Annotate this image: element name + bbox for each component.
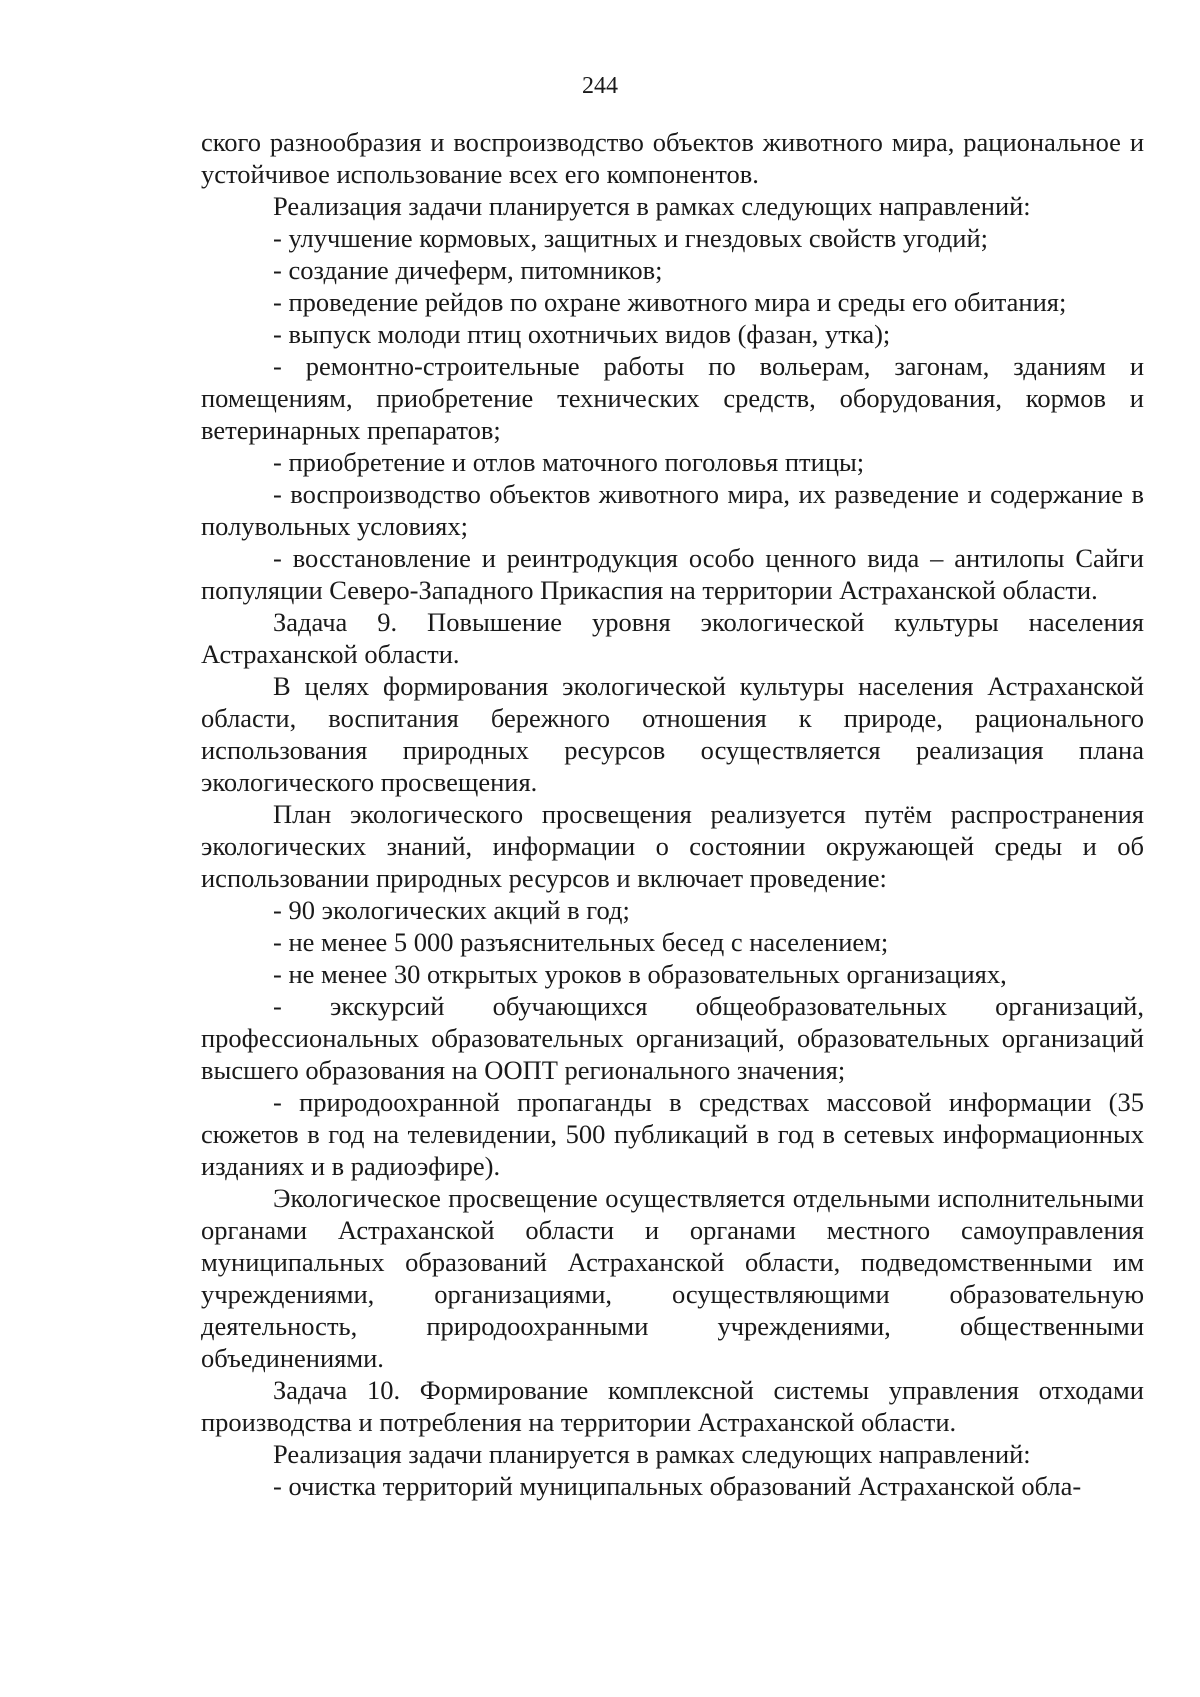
list-item: - ремонтно-строительные работы по вольерам, загонам, зданиям и помещениям, приобретение технических средств, оборудования, кормов и ветеринарных препаратов; <box>201 351 1144 445</box>
list-item: - выпуск молоди птиц охотничьих видов (фазан, утка); <box>273 319 891 349</box>
list-item: - не менее 30 открытых уроков в образовательных организациях, <box>273 959 1007 989</box>
paragraph: План экологического просвещения реализуется путём распространения экологических знаний, информации о состоянии окружающей среды и об использовании природных ресурсов и включает проведение: <box>201 799 1144 893</box>
paragraph: Реализация задачи планируется в рамках следующих направлений: <box>273 1439 1031 1469</box>
paragraph-continuation: ского разнообразия и воспроизводство объектов животного мира, рациональное и устойчивое использование всех его компонентов. <box>201 127 1144 189</box>
list-item: - 90 экологических акций в год; <box>273 895 630 925</box>
list-item: - приобретение и отлов маточного поголовья птицы; <box>273 447 865 477</box>
paragraph: В целях формирования экологической культуры населения Астраханской области, воспитания бережного отношения к природе, рационального использования природных ресурсов осуществляется реализация плана экологического просвещения. <box>201 671 1144 797</box>
list-item: - не менее 5 000 разъяснительных бесед с населением; <box>273 927 889 957</box>
task-heading: Задача 10. Формирование комплексной системы управления отходами производства и потребления на территории Астраханской области. <box>201 1375 1144 1437</box>
list-item: - улучшение кормовых, защитных и гнездовых свойств угодий; <box>273 223 988 253</box>
paragraph: Экологическое просвещение осуществляется отдельными исполнительными органами Астраханской области и органами местного самоуправления муниципальных образований Астраханской области, подведомственными им учреждениями, организациями, осуществляющими образовательную деятельность, природоохранными учреждениями, общественными объединениями. <box>201 1183 1144 1373</box>
paragraph: Реализация задачи планируется в рамках следующих направлений: <box>273 191 1031 221</box>
list-item: - воспроизводство объектов животного мира, их разведение и содержание в полувольных условиях; <box>201 479 1144 541</box>
page-number: 244 <box>582 73 618 99</box>
body-text <box>201 126 1144 1502</box>
list-item: - природоохранной пропаганды в средствах массовой информации (35 сюжетов в год на телевидении, 500 публикаций в год в сетевых информационных изданиях и в радиоэфире). <box>201 1087 1144 1181</box>
list-item: - восстановление и реинтродукция особо ценного вида – антилопы Сайги популяции Северо-Западного Прикаспия на территории Астраханской области. <box>201 543 1144 605</box>
task-heading: Задача 9. Повышение уровня экологической культуры населения Астраханской области. <box>201 607 1144 669</box>
list-item: - проведение рейдов по охране животного мира и среды его обитания; <box>273 287 1067 317</box>
list-item: - экскурсий обучающихся общеобразовательных организаций, профессиональных образовательных организаций, образовательных организаций высшего образования на ООПТ регионального значения; <box>201 991 1144 1085</box>
list-item: - создание дичеферм, питомников; <box>273 255 663 285</box>
list-item: - очистка территорий муниципальных образований Астраханской обла- <box>273 1471 1082 1501</box>
